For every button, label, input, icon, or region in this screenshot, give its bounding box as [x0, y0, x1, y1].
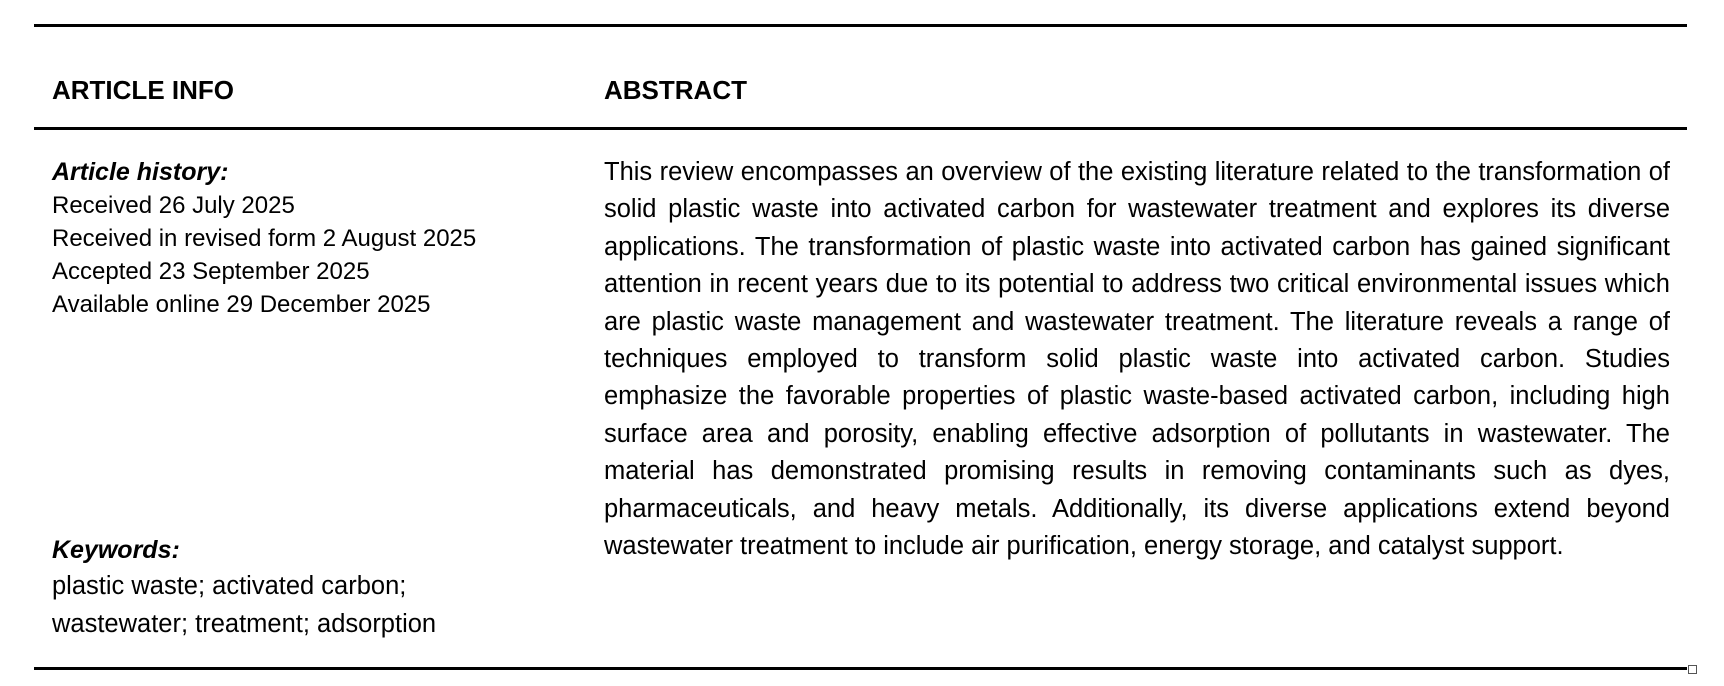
top-rule — [34, 24, 1687, 27]
abstract-body: This review encompasses an overview of the existing literature related to the transformation of solid plastic waste into activated carbon for wastewater treatment and explores its diverse applications. The transformation of plastic waste into activated carbon has gained significant attention in recent years due to its potential to address two critical environmental issues which are plastic waste management and wastewater treatment. The literature reveals a range of techniques employed to transform solid plastic waste into activated carbon. Studies emphasize the favorable properties of plastic waste-based activated carbon, including high surface area and porosity, enabling effective adsorption of pollutants in wastewater. The material has demonstrated promising results in removing contaminants such as dyes, pharmaceuticals, and heavy metals. Additionally, its diverse applications extend beyond wastewater treatment to include air purification, energy storage, and catalyst support. — [604, 158, 1670, 561]
article-history — [52, 155, 552, 321]
keywords-list: plastic waste; activated carbon; wastewater; treatment; adsorption — [52, 572, 437, 638]
history-accepted: Accepted 23 September 2025 — [52, 258, 370, 285]
bottom-rule — [34, 667, 1687, 670]
history-online: Available online 29 December 2025 — [52, 291, 431, 318]
keywords-section — [52, 533, 552, 643]
article-info-heading: ARTICLE INFO — [52, 75, 234, 105]
history-revised: Received in revised form 2 August 2025 — [52, 225, 477, 252]
keywords-label: Keywords: — [52, 536, 180, 564]
article-history-label: Article history: — [52, 158, 229, 186]
abstract-heading: ABSTRACT — [604, 75, 747, 105]
history-received: Received 26 July 2025 — [52, 192, 295, 219]
resize-handle[interactable] — [1688, 665, 1697, 674]
header-rule — [34, 127, 1687, 130]
